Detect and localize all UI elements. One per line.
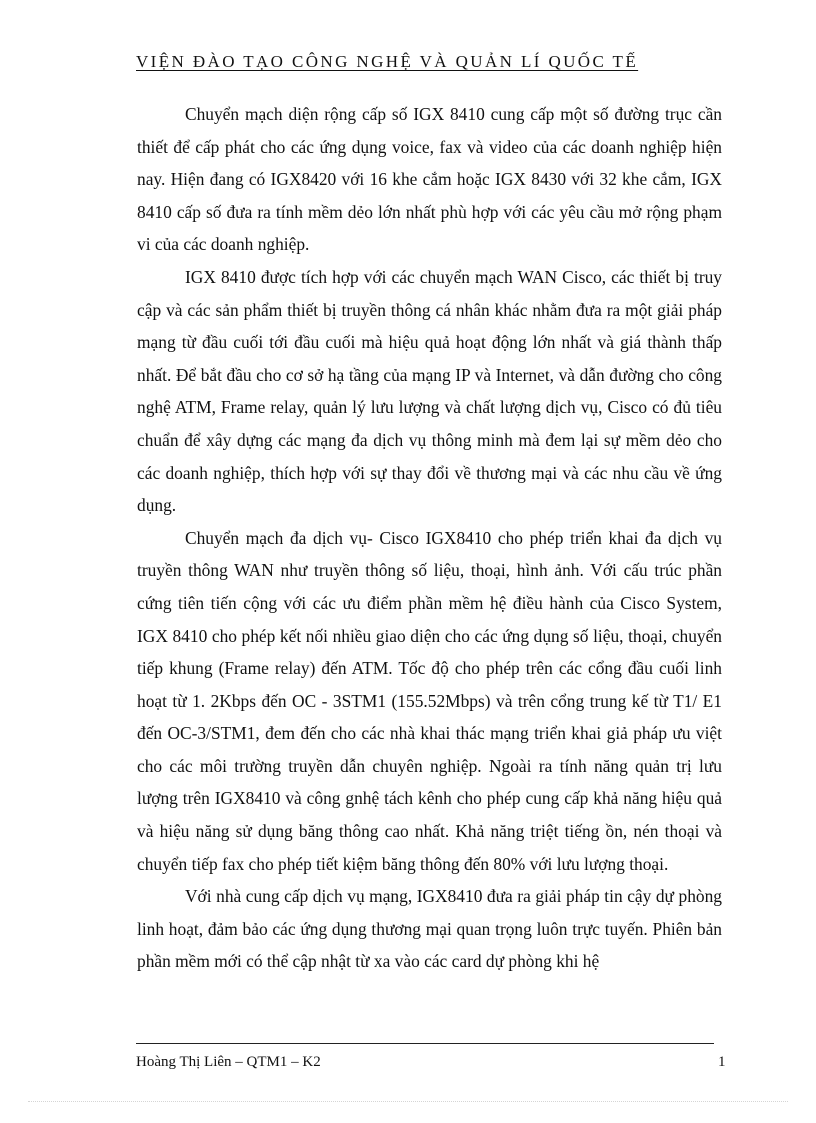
footer-author: Hoàng Thị Liên – QTM1 – K2	[136, 1054, 321, 1070]
body-text	[137, 98, 722, 978]
paragraph-3: Chuyển mạch đa dịch vụ- Cisco IGX8410 cho phép triển khai đa dịch vụ truyền thông WAN như truyền thông số liệu, thoại, hình ảnh. Với cấu trúc phần cứng tiên tiến cộng với các ưu điểm phần mềm hệ điều hành của Cisco System, IGX 8410 cho phép kết nối nhiều giao diện cho các ứng dụng số liệu, thoại, chuyển tiếp khung (Frame relay) đến ATM. Tốc độ cho phép trên các cổng đầu cuối linh hoạt từ 1. 2Kbps đến OC - 3STM1 (155.52Mbps) và trên cổng trung kế từ T1/ E1 đến OC-3/STM1, đem đến cho các nhà khai thác mạng triển khai giả pháp ưu việt cho các môi trường truyền dẫn chuyên nghiệp. Ngoài ra tính năng quản trị lưu lượng trên IGX8410 và công gnhệ tách kênh cho phép cung cấp khả năng hiệu quả và hiệu năng sử dụng băng thông cao nhất. Khả năng triệt tiếng ồn, nén thoại và chuyển tiếp fax cho phép tiết kiệm băng thông đến 80% với lưu lượng thoại.	[137, 527, 722, 874]
paragraph-2: IGX 8410 được tích hợp với các chuyển mạch WAN Cisco, các thiết bị truy cập và các sản phẩm thiết bị truyền thông cá nhân khác nhằm đưa ra một giải pháp mạng từ đầu cuối tới đầu cuối mà hiệu quả hoạt động lớn nhất và giá thành thấp nhất. Để bắt đầu cho cơ sở hạ tầng của mạng IP và Internet, và dẫn đường cho công nghệ ATM, Frame relay, quản lý lưu lượng và chất lượng dịch vụ, Cisco có đủ tiêu chuẩn để xây dựng các mạng đa dịch vụ thông minh mà đem lại sự mềm dẻo cho các doanh nghiệp, thích hợp với sự thay đổi về thương mại và các nhu cầu về ứng dụng.	[137, 266, 722, 516]
footer-page-number: 1	[718, 1054, 726, 1070]
paragraph-1: Chuyển mạch diện rộng cấp số IGX 8410 cung cấp một số đường trục cần thiết để cấp phát cho các ứng dụng voice, fax và video của các doanh nghiệp hiện nay. Hiện đang có IGX8420 với 16 khe cắm hoặc IGX 8430 với 32 khe cắm, IGX 8410 cấp số đưa ra tính mềm dẻo lớn nhất phù hợp với các yêu cầu mở rộng phạm vi của các doanh nghiệp.	[137, 104, 722, 255]
footer-divider	[136, 1043, 714, 1044]
page-bottom-edge	[28, 1101, 788, 1102]
paragraph-4: Với nhà cung cấp dịch vụ mạng, IGX8410 đưa ra giải pháp tin cậy dự phòng linh hoạt, đảm bảo các ứng dụng thương mại quan trọng luôn trực tuyến. Phiên bản phần mềm mới có thể cập nhật từ xa vào các card dự phòng khi hệ	[137, 886, 722, 972]
page-header-title: VIỆN ĐÀO TẠO CÔNG NGHỆ VÀ QUẢN LÍ QUỐC TẾ	[136, 52, 639, 71]
